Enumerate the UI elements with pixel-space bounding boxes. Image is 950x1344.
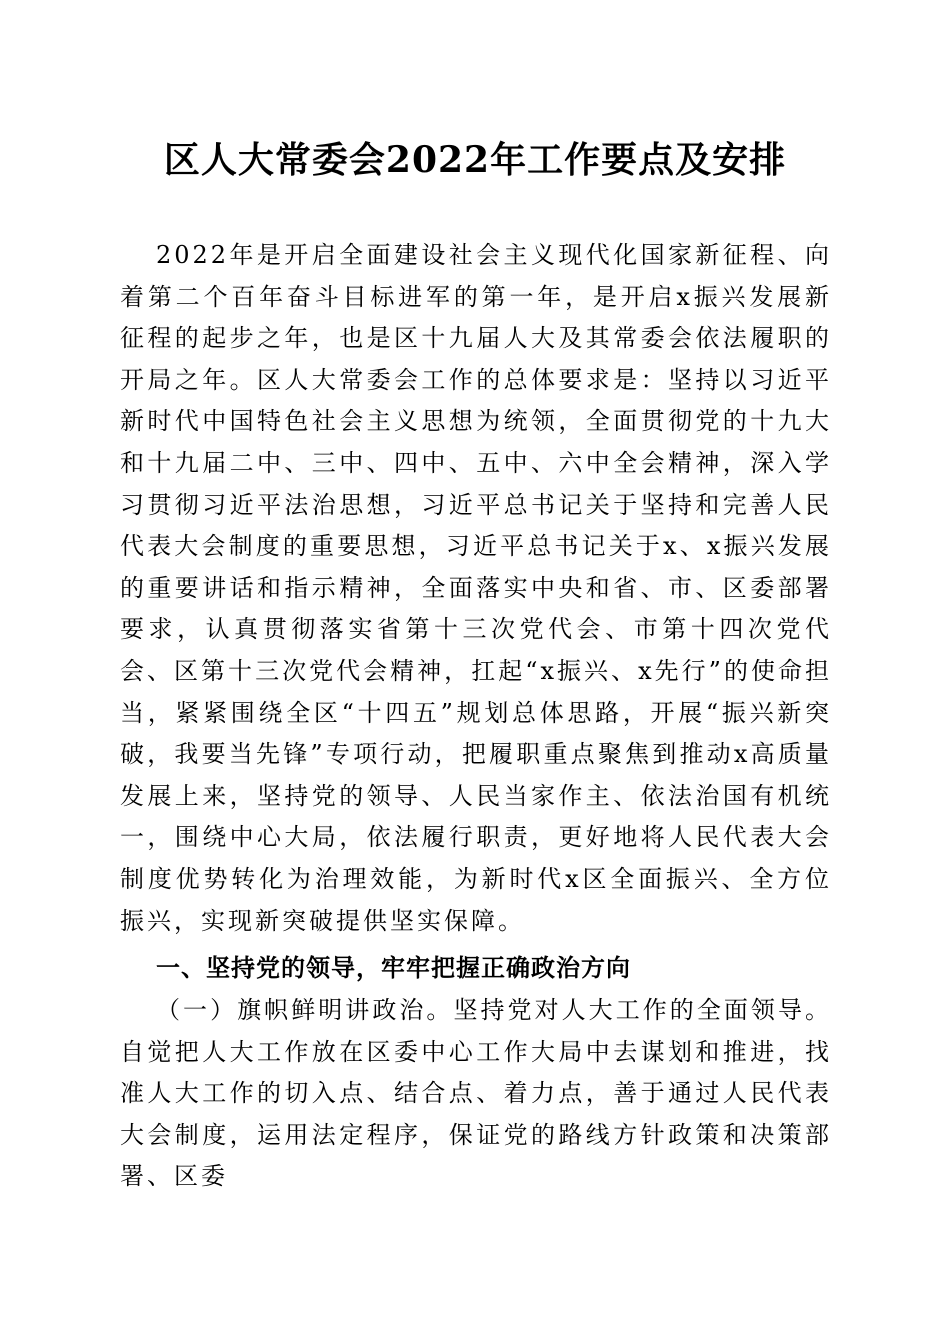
intro-paragraph: 2022年是开启全面建设社会主义现代化国家新征程、向着第二个百年奋斗目标进军的第一年，是开启x振兴发展新征程的起步之年，也是区十九届人大及其常委会依法履职的开局之年。区人大常委会工作的总体要求是：坚持以习近平新时代中国特色社会主义思想为统领，全面贯彻党的十九大和十九届二中、三中、四中、五中、六中全会精神，深入学习贯彻习近平法治思想，习近平总书记关于坚持和完善人民代表大会制度的重要思想，习近平总书记关于x、x振兴发展的重要讲话和指示精神，全面落实中央和省、市、区委部署要求，认真贯彻落实省第十三次党代会、市第十四次党代会、区第十三次党代会精神，扛起“x振兴、x先行”的使命担当，紧紧围绕全区“十四五”规划总体思路，开展“振兴新突破，我要当先锋”专项行动，把履职重点聚焦到推动x高质量发展上来，坚持党的领导、人民当家作主、依法治国有机统一，围绕中心大局，依法履行职责，更好地将人民代表大会制度优势转化为治理效能，为新时代x区全面振兴、全方位振兴，实现新突破提供坚实保障。 [120,241,832,935]
section-1-paragraph-1: （一）旗帜鲜明讲政治。坚持党对人大工作的全面领导。自觉把人大工作放在区委中心工作大局中去谋划和推进，找准人大工作的切入点、结合点、着力点，善于通过人民代表大会制度，运用法定程序，保证党的路线方针政策和决策部署、区委 [120,996,832,1191]
document-title: 区人大常委会2022年工作要点及安排 [163,139,787,181]
section-heading-1: 一、坚持党的领导，牢牢把握正确政治方向 [156,954,631,982]
